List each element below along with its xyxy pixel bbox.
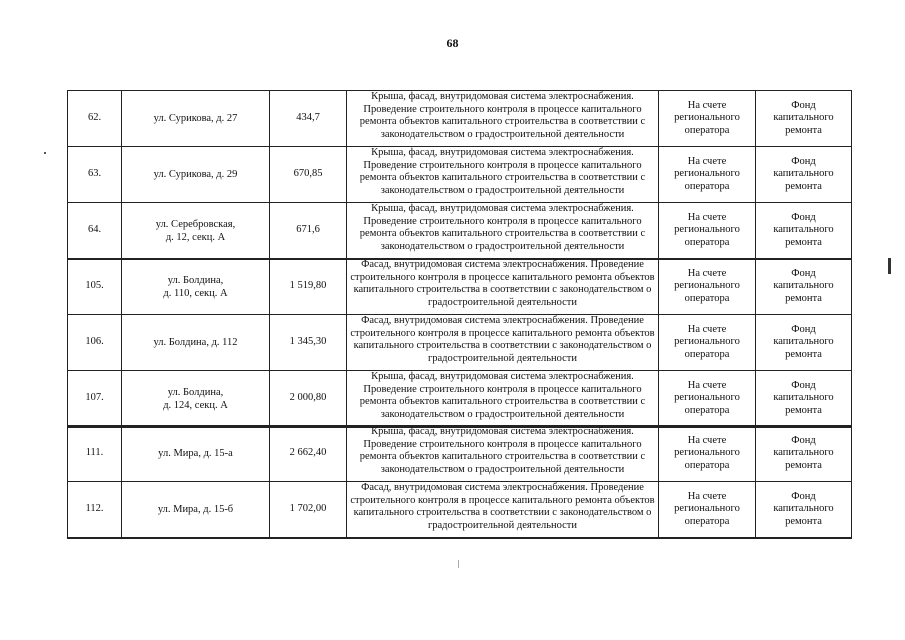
account-cell-line: На счете (687, 267, 727, 279)
account-cell (659, 315, 756, 371)
table-row (68, 259, 852, 315)
work-description-cell (347, 259, 659, 315)
funding-source-cell-line: капитального (773, 224, 834, 236)
page-number: 68 (446, 36, 459, 50)
work-description-cell (347, 203, 659, 259)
account-cell-line: регионального (674, 447, 740, 459)
address-cell-line: д. 12, секц. А (165, 231, 226, 243)
work-description-cell-line: Проведение строительного контроля в процессе капитального (363, 215, 642, 227)
work-description-cell-line: законодательством о градостроительной деятельности (380, 463, 625, 475)
work-description-cell (347, 315, 659, 371)
funding-source-cell-line: ремонта (785, 515, 822, 527)
account-cell-line: регионального (674, 280, 740, 292)
funding-source-cell-line: Фонд (791, 267, 816, 279)
account-cell-line: На счете (687, 211, 727, 223)
funding-source-cell-line: ремонта (785, 404, 822, 416)
row-number: 111. (68, 426, 122, 482)
funding-source-cell-line: ремонта (785, 459, 822, 471)
work-description-cell-line: капитального строительства в соответствии с законодательством о (353, 284, 652, 296)
account-cell-line: регионального (674, 224, 740, 236)
scan-mark-bottom (458, 560, 459, 568)
work-description-cell-line: ремонта объектов капитального строительства в соответствии с (359, 172, 646, 184)
address-cell-line: д. 124, секц. А (163, 399, 228, 411)
repair-table-block (67, 258, 852, 427)
area-cell: 671,6 (270, 203, 347, 259)
funding-source-cell (756, 147, 852, 203)
table-row (68, 371, 852, 427)
work-description-cell-line: ремонта объектов капитального строительства в соответствии с (359, 396, 646, 408)
funding-source-cell-line: ремонта (785, 292, 822, 304)
work-description-cell-line: Фасад, внутридомовая система электроснабжения. Проведение (361, 315, 644, 326)
area-cell: 2 000,80 (270, 371, 347, 427)
funding-source-cell-line: ремонта (785, 348, 822, 360)
work-description-cell-line: градостроительной деятельности (427, 352, 578, 364)
work-description-cell (347, 147, 659, 203)
funding-source-cell (756, 371, 852, 427)
work-description-cell-line: Проведение строительного контроля в процессе капитального (363, 103, 642, 115)
funding-source-cell-line: Фонд (791, 434, 816, 446)
work-description-cell-line: Крыша, фасад, внутридомовая система электроснабжения. (371, 147, 634, 158)
work-description-cell-line: строительного контроля в процессе капитального ремонта объектов (350, 271, 655, 283)
work-description-cell-line: капитального строительства в соответствии с законодательством о (353, 507, 652, 519)
area-cell: 670,85 (270, 147, 347, 203)
address-cell-line: ул. Сурикова, д. 27 (153, 113, 238, 124)
table-row (68, 91, 852, 147)
area-cell: 434,7 (270, 91, 347, 147)
funding-source-cell (756, 259, 852, 315)
work-description-cell-line: градостроительной деятельности (427, 519, 578, 531)
address-cell (122, 482, 270, 538)
work-description-cell-line: строительного контроля в процессе капитального ремонта объектов (350, 327, 655, 339)
work-description-cell-line: ремонта объектов капитального строительства в соответствии с (359, 116, 646, 128)
address-cell-line: д. 110, секц. А (163, 287, 228, 299)
account-cell-line: На счете (687, 379, 727, 391)
work-description-cell-line: законодательством о градостроительной деятельности (380, 128, 625, 140)
repair-table-block (67, 425, 852, 538)
address-cell (122, 203, 270, 259)
address-cell (122, 371, 270, 427)
work-description-cell-line: капитального строительства в соответствии с законодательством о (353, 340, 652, 352)
work-description-cell-line: Проведение строительного контроля в процессе капитального (363, 159, 642, 171)
funding-source-cell-line: капитального (773, 336, 834, 348)
work-description-cell (347, 91, 659, 147)
work-description-cell-line: Проведение строительного контроля в процессе капитального (363, 383, 642, 395)
account-cell (659, 482, 756, 538)
work-description-cell (347, 371, 659, 427)
area-cell: 1 702,00 (270, 482, 347, 538)
area-cell: 1 345,30 (270, 315, 347, 371)
account-cell (659, 203, 756, 259)
funding-source-cell-line: капитального (773, 447, 834, 459)
account-cell-line: регионального (674, 168, 740, 180)
funding-source-cell-line: ремонта (785, 124, 822, 136)
funding-source-cell-line: капитального (773, 280, 834, 292)
area-cell: 2 662,40 (270, 426, 347, 482)
funding-source-cell-line: капитального (773, 112, 834, 124)
scan-mark-left (44, 152, 46, 154)
account-cell-line: На счете (687, 490, 727, 502)
address-cell-line: ул. Болдина, (167, 386, 224, 398)
funding-source-cell (756, 203, 852, 259)
funding-source-cell-line: Фонд (791, 490, 816, 502)
address-cell-line: ул. Серебровская, (155, 218, 236, 230)
account-cell-line: оператора (684, 124, 730, 136)
work-description-cell-line: Крыша, фасад, внутридомовая система электроснабжения. (371, 203, 634, 214)
account-cell-line: На счете (687, 323, 727, 335)
account-cell (659, 91, 756, 147)
work-description-cell-line: законодательством о градостроительной деятельности (380, 408, 625, 420)
funding-source-cell-line: Фонд (791, 379, 816, 391)
funding-source-cell-line: капитального (773, 503, 834, 515)
table-row (68, 426, 852, 482)
work-description-cell-line: Проведение строительного контроля в процессе капитального (363, 438, 642, 450)
table-row (68, 315, 852, 371)
address-cell (122, 315, 270, 371)
account-cell-line: регионального (674, 392, 740, 404)
account-cell-line: оператора (684, 404, 730, 416)
account-cell (659, 371, 756, 427)
work-description-cell-line: Фасад, внутридомовая система электроснабжения. Проведение (361, 259, 644, 270)
area-cell: 1 519,80 (270, 259, 347, 315)
work-description-cell-line: Крыша, фасад, внутридомовая система электроснабжения. (371, 426, 634, 437)
work-description-cell-line: Крыша, фасад, внутридомовая система электроснабжения. (371, 91, 634, 102)
funding-source-cell-line: ремонта (785, 236, 822, 248)
row-number: 106. (68, 315, 122, 371)
work-description-cell-line: законодательством о градостроительной деятельности (380, 240, 625, 252)
funding-source-cell-line: Фонд (791, 99, 816, 111)
account-cell-line: регионального (674, 112, 740, 124)
address-cell (122, 147, 270, 203)
address-cell-line: ул. Мира, д. 15-б (157, 504, 234, 515)
row-number: 63. (68, 147, 122, 203)
funding-source-cell (756, 426, 852, 482)
account-cell-line: На счете (687, 99, 727, 111)
work-description-cell-line: Фасад, внутридомовая система электроснабжения. Проведение (361, 482, 644, 493)
work-description-cell-line: ремонта объектов капитального строительства в соответствии с (359, 228, 646, 240)
address-cell-line: ул. Мира, д. 15-а (158, 448, 233, 459)
work-description-cell-line: Крыша, фасад, внутридомовая система электроснабжения. (371, 371, 634, 382)
account-cell-line: регионального (674, 503, 740, 515)
account-cell (659, 259, 756, 315)
account-cell-line: оператора (684, 515, 730, 527)
account-cell-line: оператора (684, 459, 730, 471)
account-cell (659, 426, 756, 482)
funding-source-cell-line: Фонд (791, 211, 816, 223)
account-cell-line: оператора (684, 236, 730, 248)
funding-source-cell-line: ремонта (785, 180, 822, 192)
address-cell (122, 91, 270, 147)
account-cell-line: оператора (684, 180, 730, 192)
row-number: 105. (68, 259, 122, 315)
address-cell-line: ул. Болдина, д. 112 (153, 337, 238, 348)
scan-mark-right (888, 258, 891, 274)
account-cell-line: На счете (687, 155, 727, 167)
account-cell-line: На счете (687, 434, 727, 446)
account-cell-line: оператора (684, 292, 730, 304)
address-cell-line: ул. Болдина, (167, 274, 224, 286)
funding-source-cell (756, 91, 852, 147)
row-number: 64. (68, 203, 122, 259)
work-description-cell (347, 426, 659, 482)
funding-source-cell-line: Фонд (791, 155, 816, 167)
funding-source-cell (756, 482, 852, 538)
address-cell (122, 259, 270, 315)
table-row (68, 147, 852, 203)
address-cell (122, 426, 270, 482)
work-description-cell (347, 482, 659, 538)
row-number: 112. (68, 482, 122, 538)
account-cell-line: оператора (684, 348, 730, 360)
work-description-cell-line: законодательством о градостроительной деятельности (380, 184, 625, 196)
repair-table-block (67, 90, 852, 259)
work-description-cell-line: ремонта объектов капитального строительства в соответствии с (359, 451, 646, 463)
work-description-cell-line: градостроительной деятельности (427, 296, 578, 308)
funding-source-cell-line: капитального (773, 392, 834, 404)
table-row (68, 203, 852, 259)
funding-source-cell (756, 315, 852, 371)
funding-source-cell-line: Фонд (791, 323, 816, 335)
table-row (68, 482, 852, 538)
work-description-cell-line: строительного контроля в процессе капитального ремонта объектов (350, 494, 655, 506)
account-cell (659, 147, 756, 203)
account-cell-line: регионального (674, 336, 740, 348)
funding-source-cell-line: капитального (773, 168, 834, 180)
row-number: 62. (68, 91, 122, 147)
row-number: 107. (68, 371, 122, 427)
address-cell-line: ул. Сурикова, д. 29 (153, 169, 238, 180)
